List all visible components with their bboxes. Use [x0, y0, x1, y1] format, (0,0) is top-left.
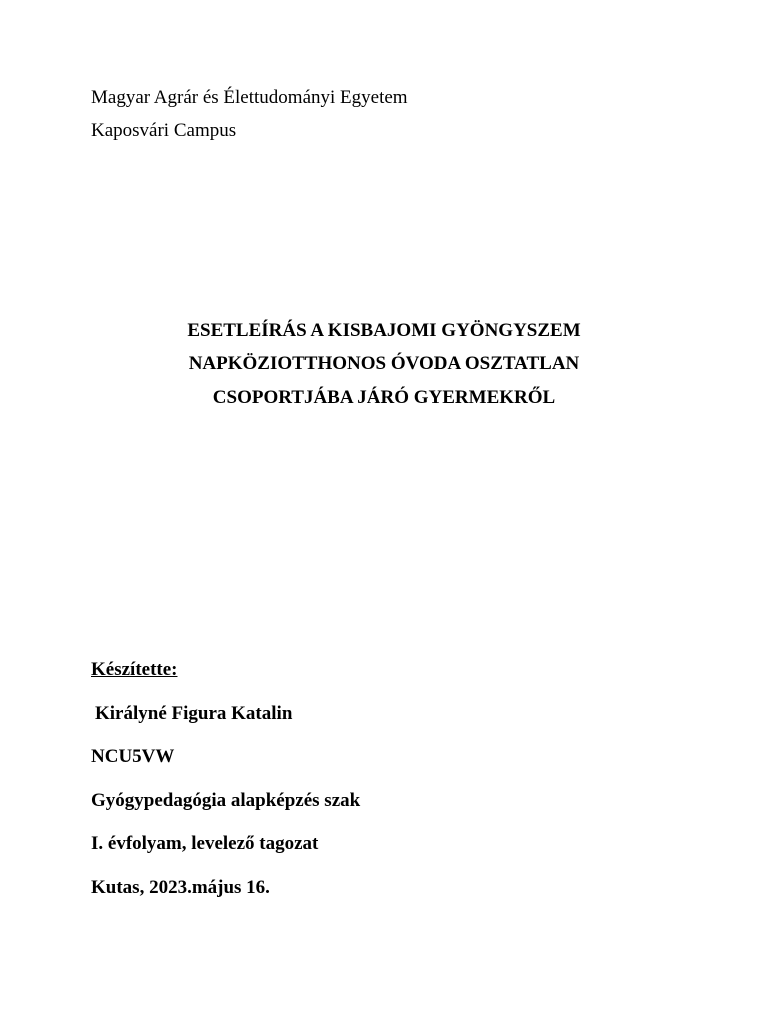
- student-code: NCU5VW: [91, 746, 175, 767]
- campus-name: Kaposvári Campus: [91, 120, 237, 141]
- study-program: Gyógypedagógia alapképzés szak: [91, 790, 361, 811]
- document-title-line-2: NAPKÖZIOTTHONOS ÓVODA OSZTATLAN: [188, 353, 580, 374]
- document-title-line-1: ESETLEÍRÁS A KISBAJOMI GYÖNGYSZEM: [187, 320, 581, 341]
- year-and-mode: I. évfolyam, levelező tagozat: [91, 833, 319, 854]
- document-title-line-3: CSOPORTJÁBA JÁRÓ GYERMEKRŐL: [212, 387, 556, 408]
- place-and-date: Kutas, 2023.május 16.: [91, 877, 270, 898]
- institution-name: Magyar Agrár és Élettudományi Egyetem: [91, 87, 408, 108]
- author-name: Királyné Figura Katalin: [95, 703, 293, 724]
- prepared-by-label: Készítette:: [91, 659, 178, 680]
